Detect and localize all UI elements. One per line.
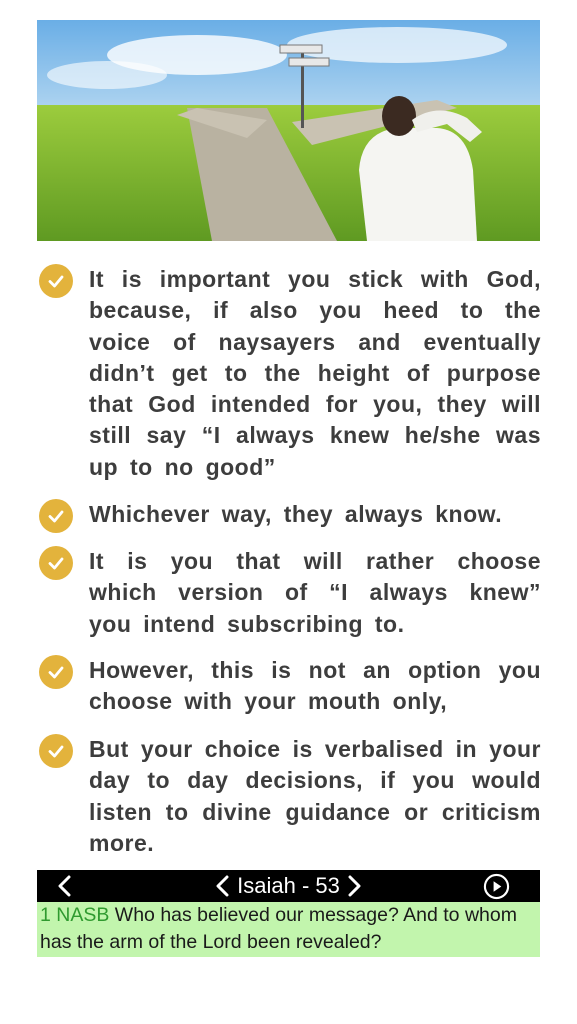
check-circle-icon [39, 546, 73, 580]
bullet-text: It is important you stick with God, because, if also you heed to the voice of naysayers and eventually didn’t get to the height of purpose that God intended for you, they will still say “I always knew he/she was up to no good” [89, 266, 541, 480]
prev-chapter-chevron-icon[interactable] [213, 874, 233, 898]
reader-nav-bar [37, 870, 540, 902]
chapter-title[interactable]: Isaiah - 53 [237, 873, 340, 898]
check-circle-icon [39, 734, 73, 768]
crossroads-image [37, 20, 540, 241]
next-chapter-chevron-icon[interactable] [344, 874, 364, 898]
play-circle-icon[interactable] [483, 873, 510, 900]
verse-number: 1 [40, 904, 51, 926]
bullet-text: It is you that will rather choose which version of “I always knew” you intend subscribing to. [89, 548, 541, 637]
chapter-selector [37, 870, 540, 902]
check-circle-icon [39, 264, 73, 298]
bible-version: NASB [56, 904, 110, 926]
bullet-text: But your choice is verbalised in your day to day decisions, if you would listen to divine guidance or criticism more. [89, 736, 541, 856]
verse-panel[interactable] [37, 902, 540, 957]
bullet-text: However, this is not an option you choose with your mouth only, [89, 657, 541, 715]
check-circle-icon [39, 655, 73, 689]
bullet-text: Whichever way, they always know. [89, 501, 503, 527]
check-circle-icon [39, 499, 73, 533]
verse-text: Who has believed our message? And to whom has the arm of the Lord been revealed? [40, 904, 517, 953]
